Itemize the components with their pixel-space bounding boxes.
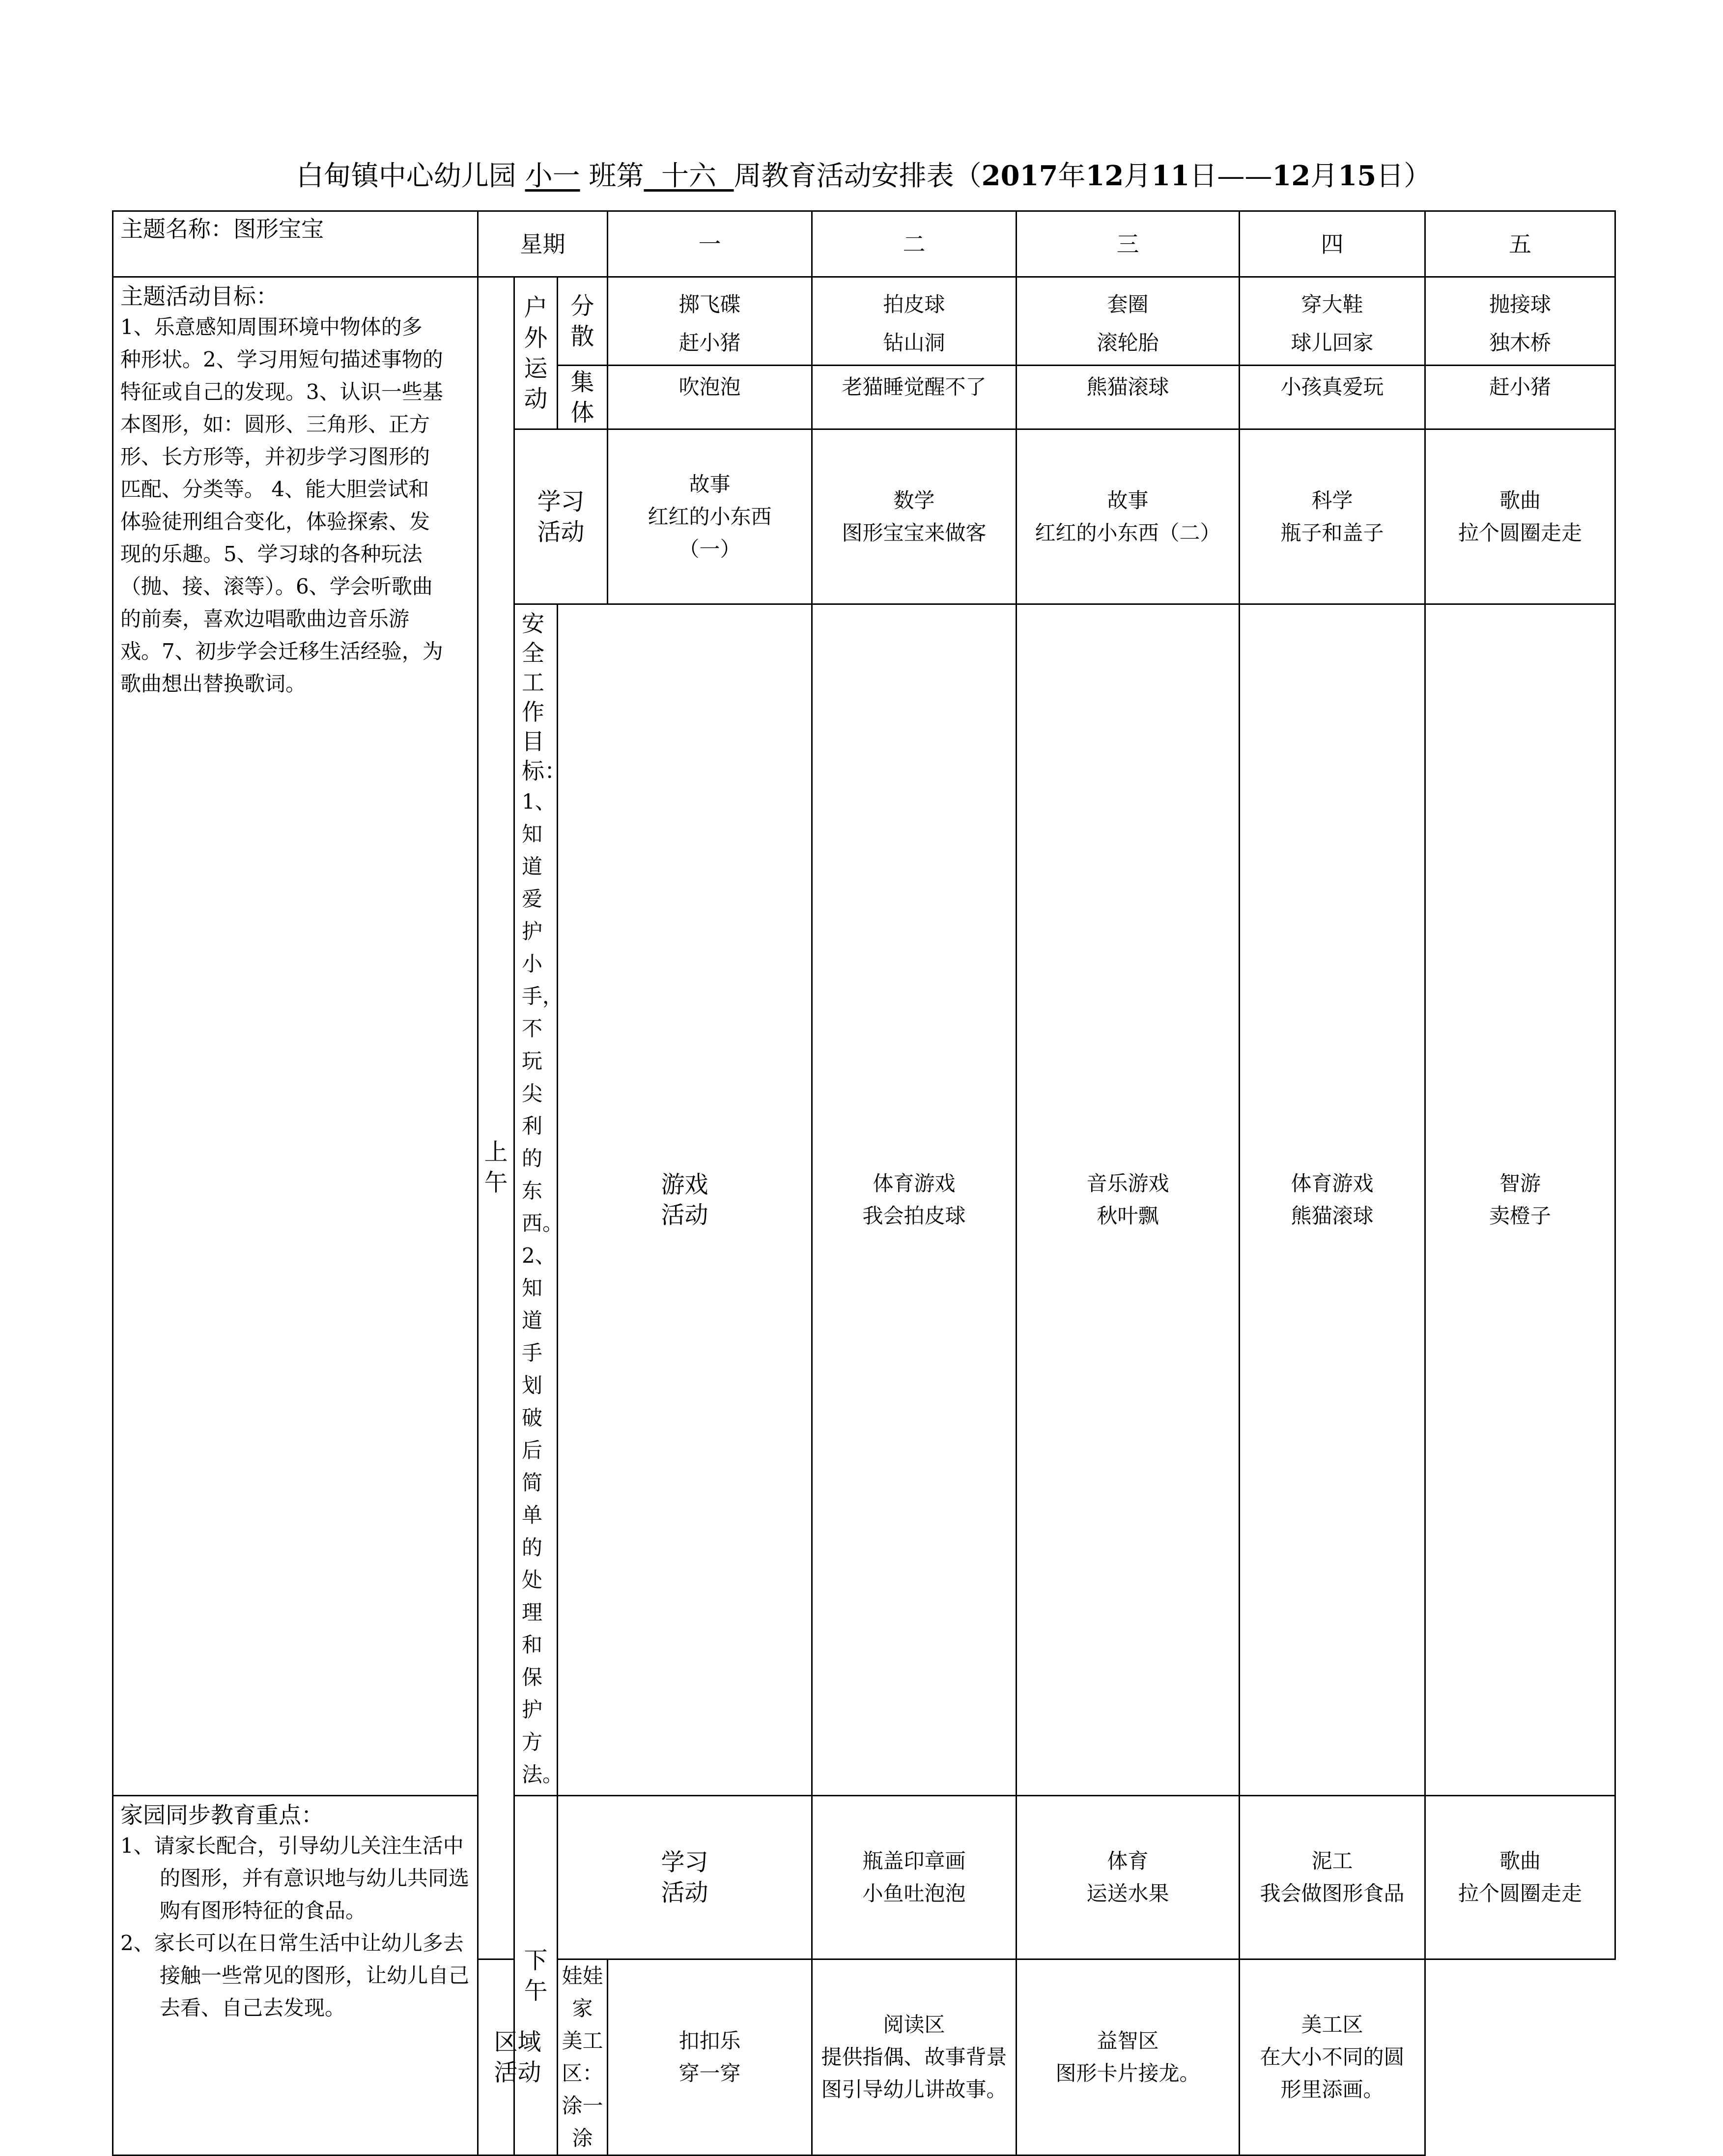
study-pm-tue: 体育 运送水果 bbox=[1017, 1796, 1240, 1959]
theme-name: 主题名称：图形宝宝 bbox=[113, 211, 478, 277]
goal-line: 种形状。2、学习用短句描述事物的 bbox=[120, 347, 443, 371]
scatter-mon: 掷飞碟 赶小猪 bbox=[608, 277, 812, 366]
group-tue: 老猫睡觉醒不了 bbox=[812, 366, 1017, 429]
home-school-focus bbox=[113, 1796, 478, 2156]
title-day1: 11 bbox=[1151, 160, 1190, 192]
goal-line: 现的乐趣。5、学习球的各种玩法 bbox=[120, 542, 423, 566]
study-am-tue: 数学 图形宝宝来做客 bbox=[812, 429, 1017, 604]
day-header-4: 四 bbox=[1240, 211, 1425, 277]
area-label: 区域活动 bbox=[478, 1959, 558, 2156]
theme-goals bbox=[113, 277, 478, 1796]
goal-line: 体验徒刑组合变化，体验探索、发 bbox=[120, 510, 430, 534]
area-mon: 娃娃家 美工区：涂一涂 bbox=[558, 1959, 608, 2156]
study-am-mon: 故事 红红的小东西 （一） bbox=[608, 429, 812, 604]
title-month2-char: 月 bbox=[1310, 160, 1338, 192]
day-header-5: 五 bbox=[1425, 211, 1615, 277]
area-thu: 益智区 图形卡片接龙。 bbox=[1017, 1959, 1240, 2156]
scatter-wed: 套圈 滚轮胎 bbox=[1017, 277, 1240, 366]
study-pm-wed: 泥工 我会做图形食品 bbox=[1240, 1796, 1425, 1959]
group-thu: 小孩真爱玩 bbox=[1240, 366, 1425, 429]
study-pm-label: 学习活动 bbox=[558, 1796, 812, 1959]
goal-line: 形、长方形等，并初步学习图形的 bbox=[120, 445, 430, 469]
safety-line: 1、知道爱护小手，不玩尖利的东 bbox=[522, 790, 564, 1203]
title-month1: 12 bbox=[1085, 160, 1124, 192]
title-day1-char: 日—— bbox=[1189, 160, 1272, 192]
safety-line: 2、知道手划破后简单的处理和保护 bbox=[522, 1244, 556, 1722]
home-heading: 家园同步教育重点： bbox=[120, 1802, 324, 1828]
day-header-2: 二 bbox=[812, 211, 1017, 277]
game-tue: 音乐游戏 秋叶飘 bbox=[1017, 604, 1240, 1796]
game-label: 游戏活动 bbox=[558, 604, 812, 1796]
schedule-table bbox=[112, 210, 1616, 2156]
scatter-thu: 穿大鞋 球儿回家 bbox=[1240, 277, 1425, 366]
group-label: 集体 bbox=[558, 366, 608, 429]
title-day2-char: 日） bbox=[1376, 160, 1432, 192]
goal-line: 戏。7、初步学会迁移生活经验，为 bbox=[120, 639, 443, 663]
title-month1-char: 月 bbox=[1124, 160, 1152, 192]
title-year: 2017 bbox=[981, 160, 1058, 192]
scatter-row bbox=[113, 277, 1615, 366]
weekday-label: 星期 bbox=[478, 211, 608, 277]
study-pm-thu: 歌曲 拉个圆圈走走 bbox=[1425, 1796, 1615, 1959]
safety-goals bbox=[514, 604, 567, 1796]
safety-line: 方法。 bbox=[522, 1730, 564, 1787]
game-wed: 体育游戏 熊猫滚球 bbox=[1240, 604, 1425, 1796]
class-name: 小一 bbox=[525, 160, 580, 192]
day-header-3: 三 bbox=[1017, 211, 1240, 277]
kindergarten-name: 白甸镇中心幼儿园 bbox=[296, 160, 516, 192]
area-tue: 扣扣乐 穿一穿 bbox=[608, 1959, 812, 2156]
study-pm-row bbox=[113, 1796, 1615, 1959]
goal-line: 特征或自己的发现。3、认识一些基 bbox=[120, 380, 443, 404]
title-year-char: 年 bbox=[1058, 160, 1086, 192]
theme-goals-heading: 主题活动目标： bbox=[120, 283, 279, 310]
game-mon: 体育游戏 我会拍皮球 bbox=[812, 604, 1017, 1796]
study-am-thu: 科学 瓶子和盖子 bbox=[1240, 429, 1425, 604]
goal-line: （抛、接、滚等）。6、学会听歌曲 bbox=[120, 574, 433, 598]
study-am-label: 学习活动 bbox=[514, 429, 608, 604]
group-wed: 熊猫滚球 bbox=[1017, 366, 1240, 429]
day-header-1: 一 bbox=[608, 211, 812, 277]
goal-line: 本图形，如：圆形、三角形、正方 bbox=[120, 412, 430, 436]
goal-line: 歌曲想出替换歌词。 bbox=[120, 672, 307, 696]
week-number: 十六 bbox=[661, 160, 716, 192]
scatter-label: 分散 bbox=[558, 277, 608, 366]
period-morning: 上午 bbox=[478, 277, 514, 1959]
outdoor-label: 户外运动 bbox=[514, 277, 558, 429]
scatter-fri: 抛接球 独木桥 bbox=[1425, 277, 1615, 366]
area-fri: 美工区 在大小不同的圆 形里添画。 bbox=[1240, 1959, 1425, 2156]
area-wed: 阅读区 提供指偶、故事背景 图引导幼儿讲故事。 bbox=[812, 1959, 1017, 2156]
period-afternoon: 下午 bbox=[514, 1796, 558, 2156]
goal-line: 匹配、分类等。 4、能大胆尝试和 bbox=[120, 477, 429, 501]
group-fri: 赶小猪 bbox=[1425, 366, 1615, 429]
title-rest: 周教育活动安排表（ bbox=[734, 160, 982, 192]
home-item: 1、请家长配合，引导幼儿关注生活中的图形，并有意识地与幼儿共同选购有图形特征的食品。 bbox=[120, 1834, 470, 1923]
group-mon: 吹泡泡 bbox=[608, 366, 812, 429]
home-item: 2、家长可以在日常生活中让幼儿多去接触一些常见的图形，让幼儿自己去看、自己去发现。 bbox=[120, 1931, 470, 2020]
goal-line: 的前奏，喜欢边唱歌曲边音乐游 bbox=[120, 607, 410, 631]
page-title bbox=[112, 156, 1615, 196]
scatter-tue: 拍皮球 钻山洞 bbox=[812, 277, 1017, 366]
study-am-fri: 歌曲 拉个圆圈走走 bbox=[1425, 429, 1615, 604]
goal-line: 1、乐意感知周围环境中物体的多 bbox=[120, 315, 423, 339]
header-row bbox=[113, 211, 1615, 277]
class-word: 班第 bbox=[589, 160, 644, 192]
title-day2: 15 bbox=[1338, 160, 1377, 192]
study-pm-mon: 瓶盖印章画 小鱼吐泡泡 bbox=[812, 1796, 1017, 1959]
safety-line: 西。 bbox=[522, 1211, 564, 1235]
study-am-wed: 故事 红红的小东西（二） bbox=[1017, 429, 1240, 604]
title-month2: 12 bbox=[1272, 160, 1311, 192]
safety-heading: 安全工作目标： bbox=[522, 610, 567, 784]
game-thu: 智游 卖橙子 bbox=[1425, 604, 1615, 1796]
